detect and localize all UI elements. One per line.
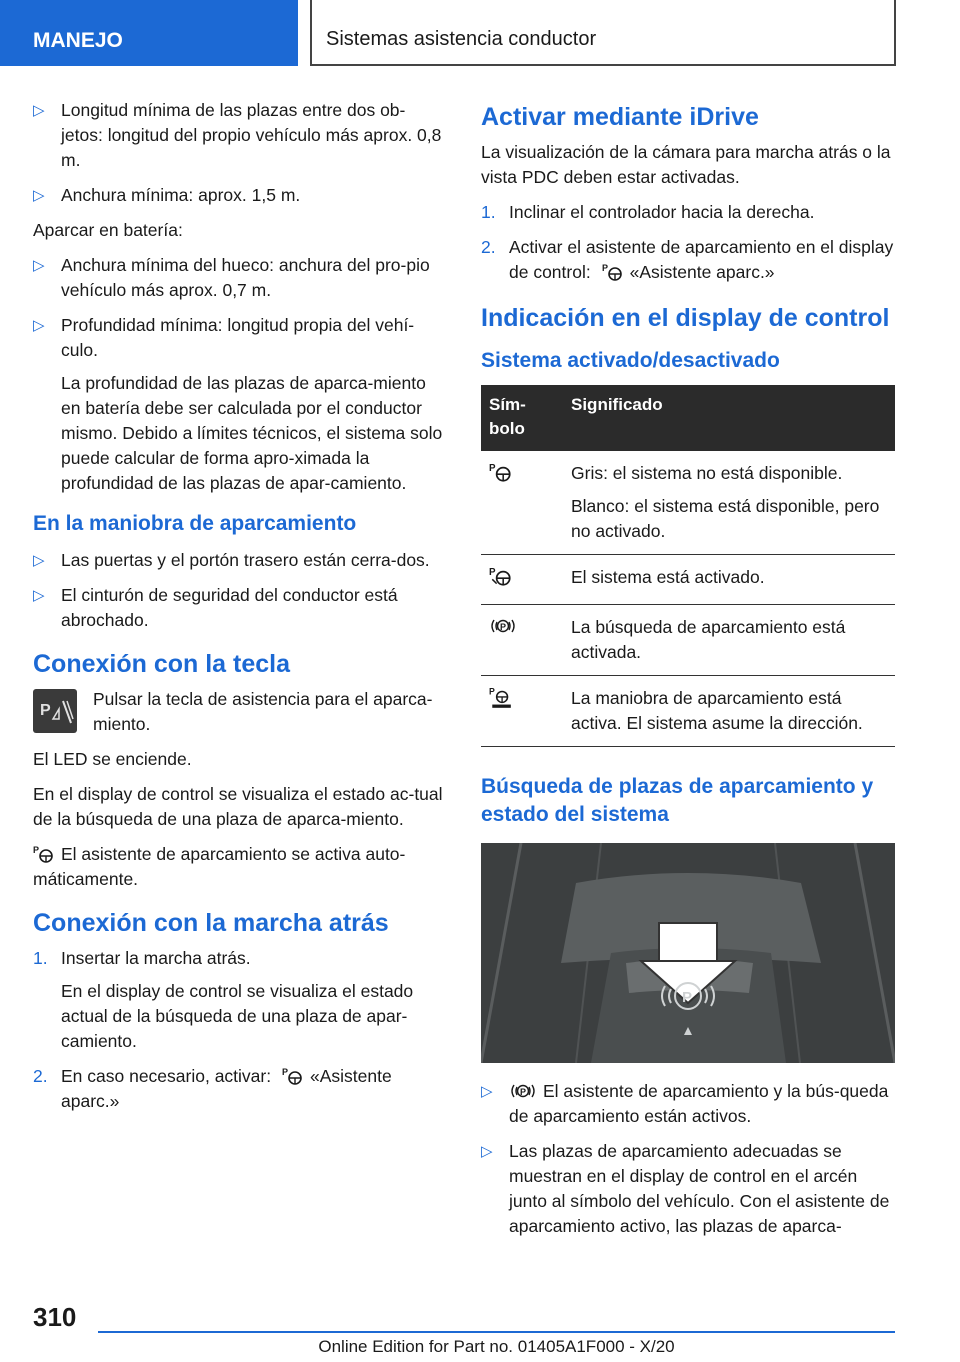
list-item: ▷ Profundidad mínima: longitud propia del vehí-culo. La profundidad de las plazas de aparca-miento en batería debe ser calculada por el conductor mismo. Debido a límites técnicos, el sistema solo puede calcular de forma apro-ximada la profundidad de las plazas de apar-camiento. bbox=[33, 313, 443, 496]
right-column bbox=[481, 98, 895, 1249]
parking-search-icon bbox=[489, 621, 517, 641]
parking-auto-icon bbox=[489, 686, 513, 714]
list-item: ▷ El cinturón de seguridad del conductor está abrochado. bbox=[33, 585, 398, 630]
parking-assist-active-icon bbox=[489, 566, 513, 591]
parking-assist-icon bbox=[602, 262, 624, 282]
key-instruction: P Pulsar la tecla de asistencia para el aparca-miento. bbox=[33, 687, 443, 737]
paragraph: El LED se enciende. bbox=[33, 749, 192, 769]
bullet-marker: ▷ bbox=[33, 187, 45, 204]
svg-text:P: P bbox=[500, 622, 507, 632]
list-item: 2. Activar el asistente de aparcamiento en el display de control: P «Asistente aparc.» bbox=[481, 237, 894, 282]
svg-text:P: P bbox=[33, 845, 40, 855]
svg-text:P: P bbox=[489, 462, 496, 474]
table-row: P La maniobra de aparcamiento está activa. El sistema asume la dirección. bbox=[481, 676, 895, 747]
bullet-marker: ▷ bbox=[33, 552, 45, 569]
table-row: P El sistema está activado. bbox=[481, 555, 895, 605]
svg-text:P: P bbox=[682, 989, 693, 1006]
subheading-sistema: Sistema activado/desactivado bbox=[481, 349, 780, 372]
paragraph: Aparcar en batería: bbox=[33, 220, 183, 240]
bullet-marker: ▷ bbox=[33, 257, 45, 274]
symbol-table bbox=[481, 385, 895, 747]
parking-assist-button-icon bbox=[33, 689, 77, 733]
chapter-title: Sistemas asistencia conductor bbox=[310, 0, 896, 66]
svg-text:P: P bbox=[520, 1087, 527, 1097]
list-item-note: En el display de control se visualiza el estado actual de la búsqueda de una plaza de apar-camiento. bbox=[61, 981, 414, 1051]
page-header bbox=[0, 0, 960, 66]
paragraph: La visualización de la cámara para marcha atrás o la vista PDC deben estar activadas. bbox=[481, 142, 891, 187]
bullet-marker: ▷ bbox=[33, 102, 45, 119]
table-header-row bbox=[481, 385, 895, 451]
table-row: P La búsqueda de aparcamiento está activada. bbox=[481, 605, 895, 676]
svg-text:P: P bbox=[281, 1067, 288, 1077]
bullet-marker: ▷ bbox=[33, 317, 45, 334]
list-item: 1. Insertar la marcha atrás. En el display de control se visualiza el estado actual de la búsqueda de una plaza de apar-camiento. bbox=[33, 946, 443, 1054]
left-column bbox=[33, 98, 443, 1124]
footer-divider bbox=[98, 1331, 895, 1333]
bullet-marker: ▷ bbox=[33, 587, 45, 604]
bullet-marker: ▷ bbox=[481, 1143, 493, 1160]
parking-search-icon bbox=[509, 1081, 537, 1101]
section-label: MANEJO bbox=[0, 0, 298, 66]
heading-idrive: Activar mediante iDrive bbox=[481, 103, 759, 131]
list-item: ▷ Longitud mínima de las plazas entre dos ob-jetos: longitud del propio vehículo más aprox. 0,8 m. bbox=[33, 100, 442, 170]
svg-text:P: P bbox=[40, 702, 51, 719]
page-number: 310 bbox=[33, 1302, 77, 1332]
svg-text:P: P bbox=[489, 566, 496, 578]
parking-assist-icon bbox=[33, 844, 55, 864]
paragraph: P El asistente de aparcamiento se activa auto-máticamente. bbox=[33, 844, 406, 889]
subheading-maniobra: En la maniobra de aparcamiento bbox=[33, 512, 357, 535]
parking-assist-icon bbox=[282, 1066, 304, 1086]
list-item: 2. En caso necesario, activar: P «Asistente aparc.» bbox=[33, 1066, 392, 1111]
svg-text:P: P bbox=[489, 686, 495, 697]
parking-display-illustration bbox=[481, 843, 895, 1063]
heading-tecla: Conexión con la tecla bbox=[33, 650, 291, 678]
svg-text:P: P bbox=[601, 263, 608, 273]
table-row: P Gris: el sistema no está disponible. Blanco: el sistema está disponible, pero no activado. bbox=[481, 451, 895, 555]
footer-edition: Online Edition for Part no. 01405A1F000 - X/20 bbox=[318, 1337, 675, 1356]
heading-marcha: Conexión con la marcha atrás bbox=[33, 909, 389, 937]
list-item: 1. Inclinar el controlador hacia la derecha. bbox=[481, 202, 815, 222]
list-item-note: La profundidad de las plazas de aparca-miento en batería debe ser calculada por el conductor mismo. Debido a límites técnicos, el sistema solo puede calcular de forma apro-ximada la profundidad de las plazas de apar-camiento. bbox=[61, 373, 443, 493]
list-item: ▷ Anchura mínima: aprox. 1,5 m. bbox=[33, 183, 443, 208]
list-item: ▷ Anchura mínima del hueco: anchura del pro-pio vehículo más aprox. 0,7 m. bbox=[33, 255, 430, 300]
list-item: ▷ Las plazas de aparcamiento adecuadas se muestran en el display de control en el arcén junto al símbolo del vehículo. Con el asistente de aparcamiento activo, las plazas de aparca- bbox=[481, 1141, 890, 1236]
list-item: ▷ Las puertas y el portón trasero están cerra-dos. bbox=[33, 548, 443, 573]
column-header-symbol: Sím-bolo bbox=[481, 385, 563, 451]
paragraph: En el display de control se visualiza el estado ac-tual de la búsqueda de una plaza de aparca-miento. bbox=[33, 784, 443, 829]
subheading-busqueda: Búsqueda de plazas de aparcamiento y estado del sistema bbox=[481, 775, 874, 826]
column-header-meaning: Significado bbox=[563, 385, 895, 451]
list-item: ▷ P El asistente de aparcamiento y la bús-queda de aparcamiento están activos. bbox=[481, 1081, 889, 1126]
bullet-marker: ▷ bbox=[481, 1083, 493, 1100]
parking-assist-gray-icon bbox=[489, 462, 513, 487]
heading-indicacion: Indicación en el display de control bbox=[481, 304, 890, 332]
